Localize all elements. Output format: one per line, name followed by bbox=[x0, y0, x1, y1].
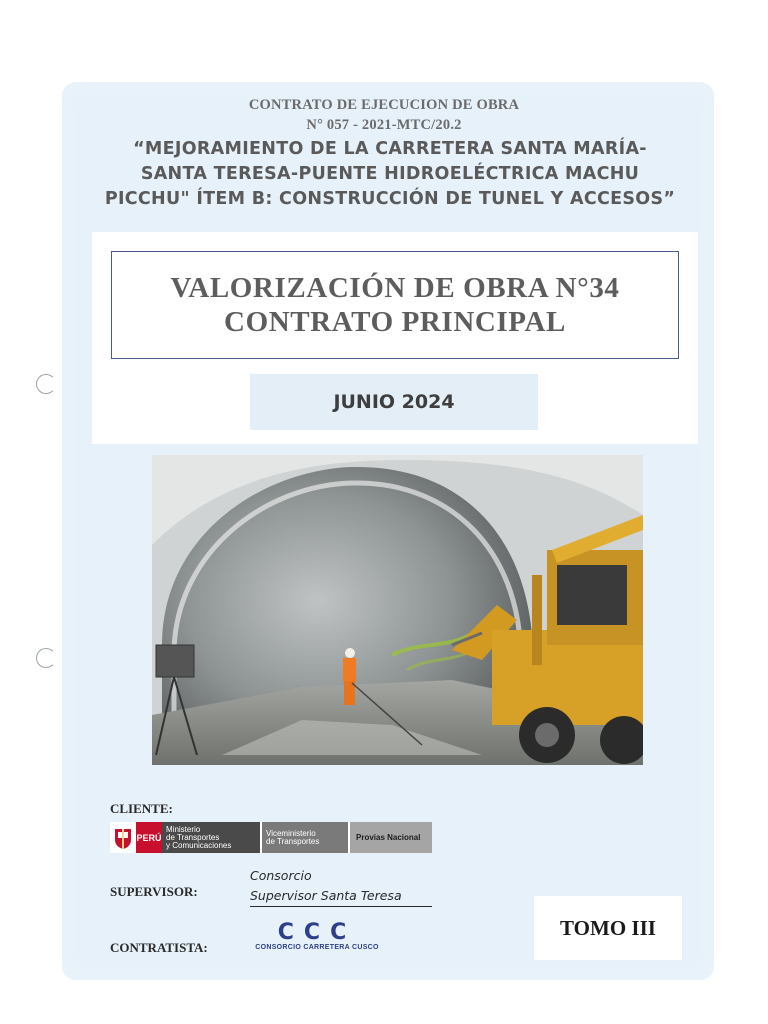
client-label: CLIENTE: bbox=[110, 801, 173, 816]
project-title-line-3: PICCHU" ÍTEM B: CONSTRUCCIÓN DE TUNEL Y ACCESOS” bbox=[104, 189, 676, 209]
supervisor-name-line-1: Consorcio bbox=[250, 868, 312, 883]
peru-emblem-icon bbox=[110, 822, 136, 853]
contractor-logo bbox=[252, 922, 382, 962]
peru-label: PERÚ bbox=[136, 832, 162, 843]
ministry-line-2: de Transportes bbox=[166, 832, 220, 842]
ministry-label bbox=[162, 822, 260, 853]
ministry-line-3: y Comunicaciones bbox=[166, 840, 232, 850]
vice-ministry-line-1: Viceministerio bbox=[266, 828, 316, 838]
supervisor-label: SUPERVISOR: bbox=[110, 884, 198, 899]
contract-type: CONTRATO DE EJECUCION DE OBRA bbox=[248, 97, 520, 113]
contractor-logo-mark: CCC bbox=[277, 920, 357, 945]
peru-flag-label bbox=[136, 822, 162, 853]
tunnel-construction-photo bbox=[152, 455, 643, 765]
period-date: JUNIO 2024 bbox=[250, 374, 538, 430]
client-logo bbox=[110, 822, 432, 853]
supervisor-name bbox=[250, 866, 432, 907]
valuation-title: VALORIZACIÓN DE OBRA N°34 bbox=[170, 272, 620, 304]
project-title-line-1: “MEJORAMIENTO DE LA CARRETERA SANTA MARÍA- bbox=[133, 139, 647, 159]
punch-hole-bottom bbox=[36, 648, 56, 668]
supervisor-name-line-2: Supervisor Santa Teresa bbox=[250, 886, 432, 907]
vice-ministry-line-2: de Transportes bbox=[266, 836, 320, 846]
contractor-logo-name: CONSORCIO CARRETERA CUSCO bbox=[255, 944, 379, 951]
volume-label: TOMO III bbox=[534, 896, 682, 960]
valuation-subtitle: CONTRATO PRINCIPAL bbox=[224, 306, 566, 338]
ministry-line-1: Ministerio bbox=[166, 824, 201, 834]
agency-label bbox=[348, 822, 432, 853]
punch-hole-top bbox=[36, 374, 56, 394]
agency-name: Provias Nacional bbox=[356, 832, 421, 842]
contractor-label: CONTRATISTA: bbox=[110, 940, 208, 955]
project-title bbox=[80, 137, 700, 212]
contract-number: N° 057 - 2021-MTC/20.2 bbox=[306, 117, 462, 133]
valuation-title-box bbox=[111, 251, 679, 359]
project-title-line-2: SANTA TERESA-PUENTE HIDROELÉCTRICA MACHU bbox=[140, 164, 640, 184]
vice-ministry-label bbox=[260, 822, 348, 853]
